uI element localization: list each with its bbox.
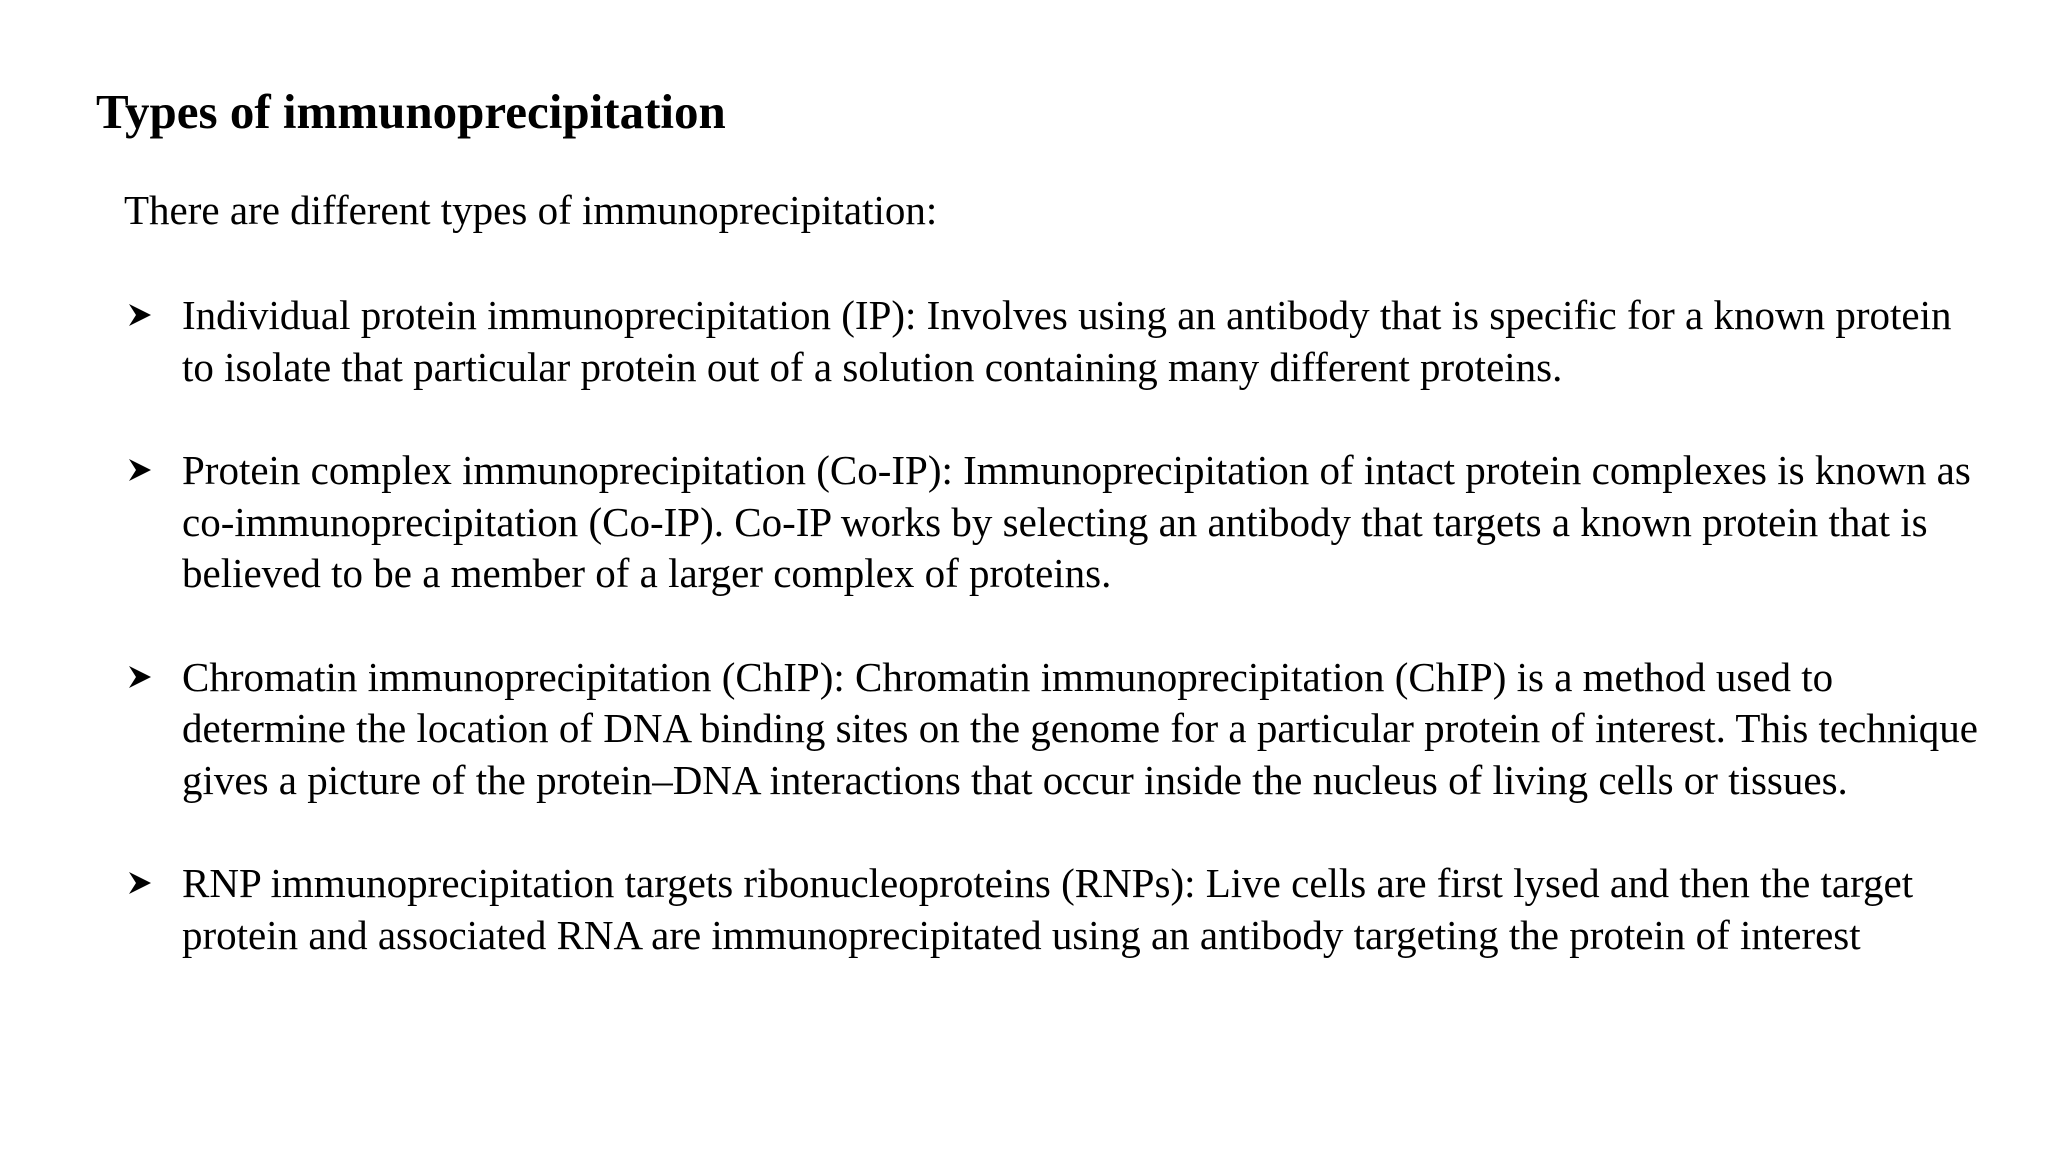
arrowhead-bullet-icon	[128, 871, 152, 895]
bullet-text: Protein complex immunoprecipitation (Co-IP): Immunoprecipitation of intact protein complexes is known as co-immunoprecipitation (Co-IP). Co-IP works by selecting an antibody that targets a known protein that is believed to be a member of a larger complex of proteins.	[182, 447, 1971, 596]
bullet-text: Chromatin immunoprecipitation (ChIP): Chromatin immunoprecipitation (ChIP) is a method used to determine the location of DNA binding sites on the genome for a particular protein of interest. This technique gives a picture of the protein–DNA interactions that occur inside the nucleus of living cells or tissues.	[182, 653, 1978, 803]
bullet-text: Individual protein immunoprecipitation (IP): Involves using an antibody that is specific for a known protein to isolate that particular protein out of a solution containing many different proteins.	[182, 292, 1952, 390]
arrowhead-bullet-icon	[128, 665, 152, 689]
bullet-item-chip	[124, 652, 1984, 807]
arrowhead-bullet-icon	[128, 303, 152, 327]
bullet-list	[124, 290, 1984, 1013]
bullet-text: RNP immunoprecipitation targets ribonucleoproteins (RNPs): Live cells are first lysed and then the target protein and associated RNA are immunoprecipitated using an antibody targeting the protein of interest	[182, 860, 1914, 958]
arrowhead-bullet-icon	[128, 458, 152, 482]
bullet-item-rnp	[124, 858, 1984, 961]
bullet-item-ip	[124, 290, 1984, 393]
intro-text: There are different types of immunoprecipitation:	[124, 187, 938, 233]
slide-title: Types of immunoprecipitation	[96, 84, 726, 139]
bullet-item-co-ip	[124, 445, 1984, 600]
